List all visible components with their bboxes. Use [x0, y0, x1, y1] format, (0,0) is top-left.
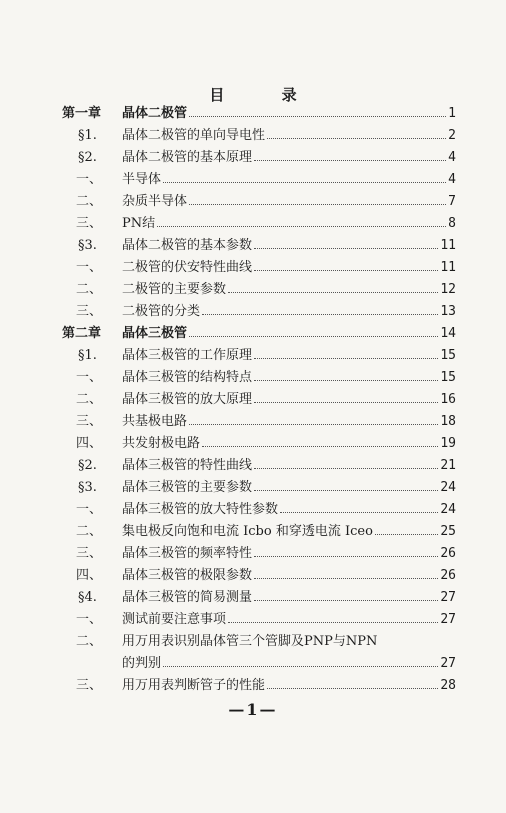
toc-entry-item[interactable] — [0, 411, 506, 433]
toc-entry-title: 测试前要注意事项 — [122, 612, 227, 627]
dot-leader — [189, 116, 446, 117]
toc-entry-title: 晶体三极管的极限参数 — [122, 568, 253, 583]
toc-entry-page: 4 — [448, 172, 456, 187]
toc-entry-title: 晶体三极管的简易测量 — [122, 590, 253, 605]
toc-entry-number: §1. — [78, 348, 97, 363]
toc-entry-page: 8 — [448, 216, 456, 231]
dot-leader — [254, 248, 438, 249]
toc-entry-chapter-1[interactable] — [0, 103, 506, 125]
toc-entry-item[interactable] — [0, 389, 506, 411]
dot-leader — [375, 534, 438, 535]
toc-entry-number: 第二章 — [62, 326, 102, 341]
toc-entry-number: §1. — [78, 128, 97, 143]
toc-entry-title: 共基极电路 — [122, 414, 188, 429]
toc-entry-item[interactable] — [0, 609, 506, 631]
toc-entry-page: 12 — [440, 282, 456, 297]
toc-entry-title: 晶体三极管的结构特点 — [122, 370, 253, 385]
dot-leader — [254, 578, 438, 579]
toc-entry-item[interactable] — [0, 169, 506, 191]
toc-entry-page: 11 — [440, 260, 456, 275]
toc-entry-page: 24 — [440, 502, 456, 517]
toc-entry-number: §4. — [78, 590, 97, 605]
toc-entry-title: 用万用表判断管子的性能 — [122, 678, 266, 693]
dot-leader — [202, 446, 438, 447]
toc-entry-number: 四、 — [76, 436, 103, 451]
toc-entry-page: 4 — [448, 150, 456, 165]
toc-entry-page: 28 — [440, 678, 456, 693]
toc-entry-page: 15 — [440, 370, 456, 385]
toc-entry-item[interactable] — [0, 257, 506, 279]
toc-entry-page: 26 — [440, 568, 456, 583]
toc-entry-title: 晶体二极管的单向导电性 — [122, 128, 266, 143]
toc-entry-title: 晶体三极管 — [122, 326, 188, 341]
toc-entry-page: 25 — [440, 524, 456, 539]
dot-leader — [254, 490, 438, 491]
dot-leader — [254, 468, 438, 469]
toc-entry-number: 一、 — [76, 260, 103, 275]
toc-entry-item[interactable] — [0, 367, 506, 389]
toc-entry-number: 四、 — [76, 568, 103, 583]
toc-entry-title: 晶体三极管的工作原理 — [122, 348, 253, 363]
toc-entry-item[interactable] — [0, 543, 506, 565]
toc-entry-number: §2. — [78, 458, 97, 473]
toc-entry-section[interactable] — [0, 147, 506, 169]
toc-entry-section[interactable] — [0, 587, 506, 609]
toc-entry-title: PN结 — [122, 216, 156, 231]
toc-entry-page: 27 — [440, 612, 456, 627]
dot-leader — [280, 512, 438, 513]
dot-leader — [254, 380, 438, 381]
toc-entry-page: 19 — [440, 436, 456, 451]
toc-entry-number: 二、 — [76, 282, 103, 297]
toc-entry-page: 2 — [448, 128, 456, 143]
toc-entry-number: 三、 — [76, 304, 103, 319]
toc-entry-page: 7 — [448, 194, 456, 209]
dot-leader — [228, 622, 438, 623]
toc-entry-title: 集电极反向饱和电流 Icbo 和穿透电流 Iceo — [122, 524, 373, 539]
toc-entry-number: 三、 — [76, 216, 103, 231]
toc-entry-title: 杂质半导体 — [122, 194, 188, 209]
page-number: —1— — [228, 700, 278, 719]
toc-entry-page: 1 — [448, 106, 456, 121]
toc-entry-section[interactable] — [0, 235, 506, 257]
toc-entry-title: 晶体三极管的频率特性 — [122, 546, 253, 561]
toc-entry-title: 二极管的伏安特性曲线 — [122, 260, 253, 275]
toc-entry-item[interactable] — [0, 521, 506, 543]
dot-leader — [267, 138, 446, 139]
toc-entry-number: 一、 — [76, 612, 103, 627]
toc-entry-title: 晶体二极管 — [122, 106, 188, 121]
dot-leader — [163, 182, 446, 183]
toc-entry-number: 第一章 — [62, 106, 102, 121]
toc-entry-item[interactable] — [0, 433, 506, 455]
toc-entry-title: 晶体三极管的特性曲线 — [122, 458, 253, 473]
toc-entry-page: 14 — [440, 326, 456, 341]
toc-entry-item[interactable] — [0, 301, 506, 323]
toc-entry-section[interactable] — [0, 125, 506, 147]
toc-entry-title: 二极管的主要参数 — [122, 282, 227, 297]
toc-entry-section[interactable] — [0, 477, 506, 499]
toc-entry-number: §3. — [78, 238, 97, 253]
page-title: 目 录 — [209, 86, 323, 104]
dot-leader — [228, 292, 438, 293]
toc-entry-page: 21 — [440, 458, 456, 473]
toc-entry-title: 晶体三极管的放大原理 — [122, 392, 253, 407]
dot-leader — [202, 314, 438, 315]
toc-entry-page: 27 — [440, 590, 456, 605]
toc-entry-item[interactable] — [0, 631, 506, 675]
toc-entry-page: 26 — [440, 546, 456, 561]
toc-entry-item[interactable] — [0, 213, 506, 235]
toc-entry-title: 晶体三极管的放大特性参数 — [122, 502, 279, 517]
toc-entry-number: 三、 — [76, 678, 103, 693]
toc-entry-number: §2. — [78, 150, 97, 165]
toc-entry-number: 二、 — [76, 392, 103, 407]
toc-entry-title: 的判别 — [122, 656, 162, 671]
toc-entry-page: 16 — [440, 392, 456, 407]
toc-entry-section[interactable] — [0, 455, 506, 477]
toc-entry-item[interactable] — [0, 565, 506, 587]
toc-entry-number: 三、 — [76, 546, 103, 561]
dot-leader — [254, 556, 438, 557]
dot-leader — [267, 688, 438, 689]
toc-entry-number: §3. — [78, 480, 97, 495]
toc-entry-number: 三、 — [76, 414, 103, 429]
toc-entry-item[interactable] — [0, 675, 506, 697]
dot-leader — [254, 270, 438, 271]
toc-entry-page: 24 — [440, 480, 456, 495]
toc-entry-title: 晶体三极管的主要参数 — [122, 480, 253, 495]
toc-entry-item[interactable] — [0, 499, 506, 521]
toc-entry-page: 18 — [440, 414, 456, 429]
toc-entry-title: 二极管的分类 — [122, 304, 201, 319]
toc-entry-number: 二、 — [76, 194, 103, 209]
toc-entry-section[interactable] — [0, 345, 506, 367]
dot-leader — [254, 358, 438, 359]
dot-leader — [189, 424, 438, 425]
toc-entry-title: 晶体二极管的基本原理 — [122, 150, 253, 165]
toc-entry-page: 13 — [440, 304, 456, 319]
toc-entry-number: 一、 — [76, 172, 103, 187]
toc-entry-page: 27 — [440, 656, 456, 671]
toc-entry-title: 共发射极电路 — [122, 436, 201, 451]
toc-entry-item[interactable] — [0, 191, 506, 213]
toc-entry-page: 15 — [440, 348, 456, 363]
toc-entry-page: 11 — [440, 238, 456, 253]
dot-leader — [254, 402, 438, 403]
toc-entry-number: 一、 — [76, 370, 103, 385]
toc-entry-title: 晶体二极管的基本参数 — [122, 238, 253, 253]
toc-entry-chapter-2[interactable] — [0, 323, 506, 345]
toc-entry-title: 半导体 — [122, 172, 162, 187]
dot-leader — [157, 226, 446, 227]
toc-entry-number: 一、 — [76, 502, 103, 517]
toc-entry-item[interactable] — [0, 279, 506, 301]
dot-leader — [254, 600, 438, 601]
toc-entry-number: 二、 — [76, 634, 103, 649]
dot-leader — [163, 666, 438, 667]
dot-leader — [189, 336, 438, 337]
dot-leader — [189, 204, 446, 205]
dot-leader — [254, 160, 446, 161]
toc-entry-title-line1: 用万用表识别晶体管三个管脚及PNP与NPN — [122, 634, 378, 649]
toc-entry-number: 二、 — [76, 524, 103, 539]
